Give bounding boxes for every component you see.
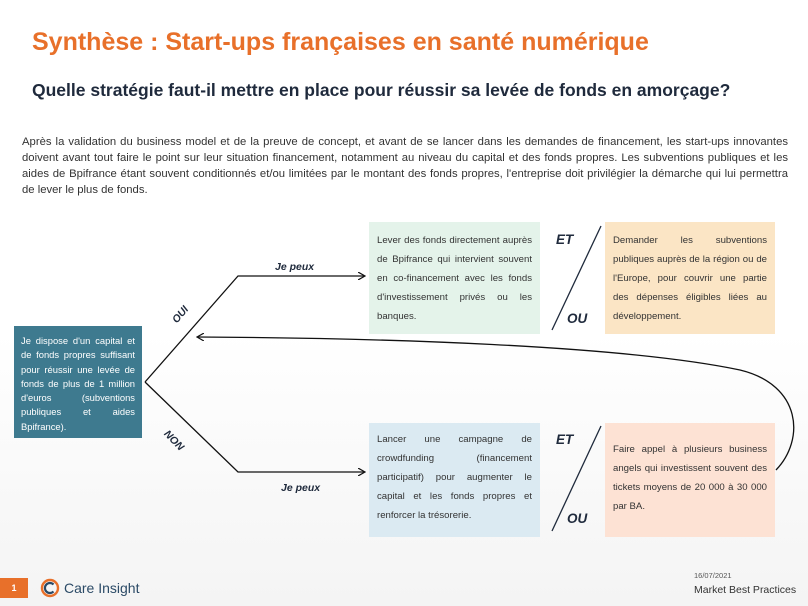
label-je-peux-top: Je peux (275, 261, 315, 273)
or-label-bottom: OU (567, 511, 588, 526)
option-crowdfunding-box: Lancer une campagne de crowdfunding (financement participatif) pour augmenter le capital et les fonds propres et renforcer la trésorerie. (369, 423, 540, 537)
footer-date: 16/07/2021 (694, 571, 732, 580)
option-bpifrance-box: Lever des fonds directement auprès de Bpifrance qui intervient souvent en co-financement avec les fonds d'investissement privés ou les banques. (369, 222, 540, 334)
page-title: Synthèse : Start-ups françaises en santé numérique (32, 28, 649, 56)
page-number: 1 (0, 578, 28, 598)
option-subventions-box: Demander les subventions publiques auprès de la région ou de l'Europe, pour couvrir une partie des dépenses éligibles liées au développement. (605, 222, 775, 334)
label-je-peux-bottom: Je peux (281, 482, 321, 494)
or-label-top: OU (567, 311, 588, 326)
care-insight-logo (40, 577, 139, 599)
option-business-angels-box: Faire appel à plusieurs business angels qui investissent souvent des tickets moyens de 20 000 à 30 000 par BA. (605, 423, 775, 537)
branch-yes-label: OUI (170, 303, 192, 326)
arrow-no (145, 382, 364, 472)
start-condition-box: Je dispose d'un capital et de fonds propres suffisant pour réussir une levée de fonds de plus de 1 million d'euros (subventions publiques et aides Bpifrance). (14, 326, 142, 438)
page-subtitle: Quelle stratégie faut-il mettre en place pour réussir sa levée de fonds en amorçage? (32, 80, 731, 100)
arrow-yes (145, 276, 364, 382)
footer-section-label: Market Best Practices (694, 584, 797, 596)
and-label-top: ET (556, 232, 574, 247)
intro-paragraph: Après la validation du business model et de la preuve de concept, et avant de se lancer dans les demandes de financement, les start-ups innovantes doivent avant tout faire le point sur leur situation financement, notamment au niveau du capital et des fonds propres. Les subventions publiques et les aides de Bpifrance étant souvent conditionnés et/ou limitées par le montant des fonds propres, l'entreprise doit privilégier la démarche qui lui permettra de lever le plus de fonds. (22, 136, 788, 196)
logo-text: Care Insight (64, 580, 140, 596)
branch-no-label: NON (161, 428, 187, 454)
and-label-bottom: ET (556, 432, 574, 447)
logo-icon (40, 578, 60, 598)
